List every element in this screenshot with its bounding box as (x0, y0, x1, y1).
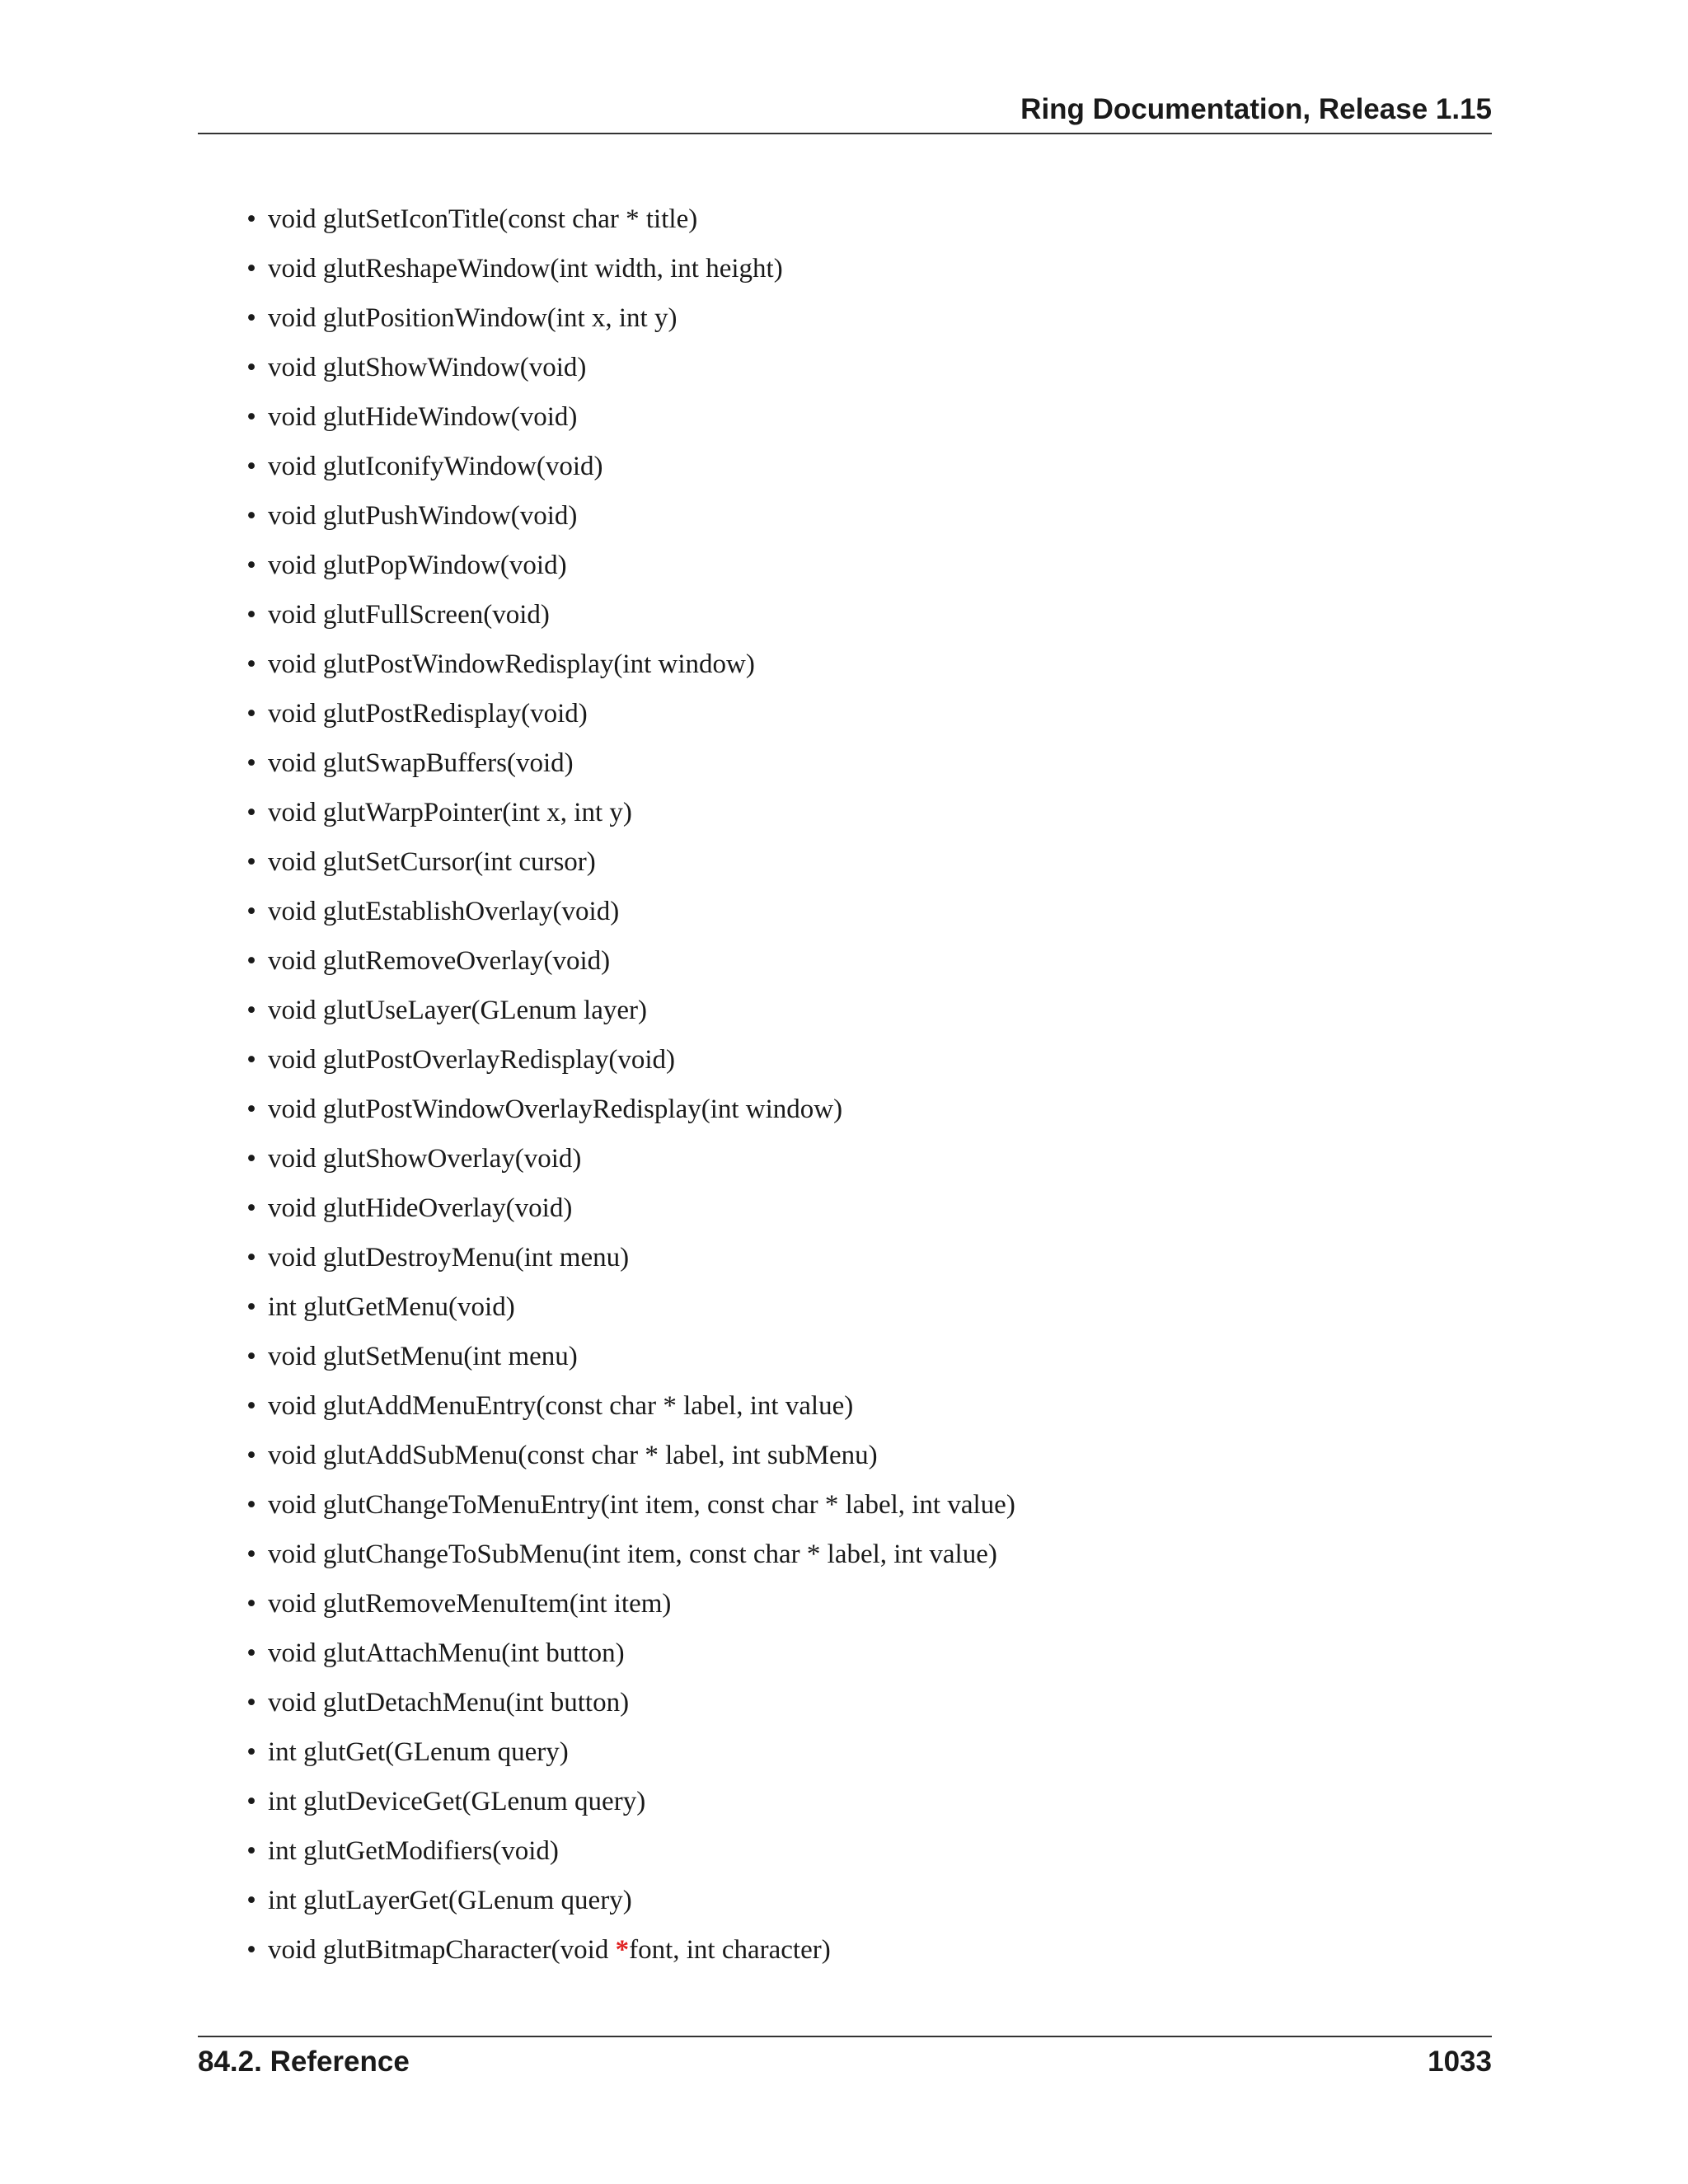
bullet-icon: • (246, 1243, 256, 1272)
page-footer (198, 2036, 1492, 2078)
list-item (243, 1085, 1015, 1134)
list-item-text: void glutPostOverlayRedisplay(void) (268, 1045, 676, 1075)
bullet-icon: • (246, 1490, 256, 1520)
list-item (243, 640, 1015, 689)
list-item-text: void glutChangeToSubMenu(int item, const char * label, int value) (268, 1540, 997, 1569)
list-item (243, 1381, 1015, 1431)
bullet-icon: • (246, 254, 256, 284)
bullet-icon: • (246, 1441, 256, 1470)
bullet-icon: • (246, 600, 256, 630)
bullet-icon: • (246, 649, 256, 679)
bullet-icon: • (246, 303, 256, 333)
bullet-icon: • (246, 1045, 256, 1075)
list-item-text: void glutIconifyWindow(void) (268, 452, 603, 481)
bullet-icon: • (246, 1094, 256, 1124)
list-item (243, 1629, 1015, 1678)
asterisk-highlight: * (615, 1935, 630, 1965)
list-item-text: void glutRemoveOverlay(void) (268, 946, 611, 976)
list-item-text: void glutDetachMenu(int button) (268, 1688, 630, 1718)
list-item (243, 491, 1015, 541)
list-item (243, 1134, 1015, 1183)
list-item-text: int glutGet(GLenum query) (268, 1737, 569, 1767)
list-item (243, 1876, 1015, 1925)
list-item-text: void glutShowOverlay(void) (268, 1144, 582, 1174)
list-item (243, 1579, 1015, 1629)
list-item (243, 738, 1015, 788)
list-item-text: void glutAttachMenu(int button) (268, 1638, 625, 1668)
list-item (243, 1727, 1015, 1777)
list-item-text-prefix: void glutBitmapCharacter(void (268, 1935, 616, 1965)
list-item-text: int glutLayerGet(GLenum query) (268, 1886, 632, 1915)
list-item (243, 887, 1015, 936)
list-item-text: void glutReshapeWindow(int width, int height) (268, 254, 783, 284)
list-item (243, 541, 1015, 590)
list-item-text: void glutAddMenuEntry(const char * label, int value) (268, 1391, 854, 1421)
bullet-icon: • (246, 1144, 256, 1174)
list-item (243, 1480, 1015, 1530)
list-item (243, 936, 1015, 986)
list-item-text: void glutHideOverlay(void) (268, 1193, 573, 1223)
list-item (243, 293, 1015, 343)
list-item (243, 1678, 1015, 1727)
list-item (243, 1233, 1015, 1282)
list-item-text: void glutSetIconTitle(const char * title) (268, 204, 698, 234)
bullet-icon: • (246, 1638, 256, 1668)
list-item-text: void glutRemoveMenuItem(int item) (268, 1589, 672, 1619)
section-reference: 84.2. Reference (198, 2046, 410, 2078)
bullet-icon: • (246, 1391, 256, 1421)
list-item (243, 837, 1015, 887)
bullet-icon: • (246, 996, 256, 1025)
list-item-text: void glutUseLayer(GLenum layer) (268, 996, 648, 1025)
list-item-text: void glutSetMenu(int menu) (268, 1342, 578, 1371)
bullet-icon: • (246, 1935, 256, 1965)
list-item-text: void glutAddSubMenu(const char * label, int subMenu) (268, 1441, 878, 1470)
list-item (243, 590, 1015, 640)
list-item-text: void glutPositionWindow(int x, int y) (268, 303, 678, 333)
list-item (243, 1826, 1015, 1876)
list-item (243, 1777, 1015, 1826)
bullet-icon: • (246, 1193, 256, 1223)
bullet-icon: • (246, 551, 256, 580)
list-item (243, 1183, 1015, 1233)
bullet-icon: • (246, 1688, 256, 1718)
bullet-icon: • (246, 402, 256, 432)
list-item-text: void glutDestroyMenu(int menu) (268, 1243, 630, 1272)
bullet-icon: • (246, 1589, 256, 1619)
list-item-text: int glutGetMenu(void) (268, 1292, 515, 1322)
list-item-text: void glutSetCursor(int cursor) (268, 847, 596, 877)
bullet-icon: • (246, 501, 256, 531)
bullet-icon: • (246, 847, 256, 877)
list-item (243, 194, 1015, 244)
bullet-icon: • (246, 452, 256, 481)
bullet-icon: • (246, 699, 256, 729)
list-item-text: void glutFullScreen(void) (268, 600, 550, 630)
bullet-icon: • (246, 1540, 256, 1569)
bullet-icon: • (246, 1737, 256, 1767)
bullet-icon: • (246, 897, 256, 926)
list-item (243, 1332, 1015, 1381)
bullet-icon: • (246, 204, 256, 234)
bullet-icon: • (246, 1292, 256, 1322)
bullet-icon: • (246, 1836, 256, 1866)
list-item (243, 442, 1015, 491)
bullet-icon: • (246, 353, 256, 382)
list-item (243, 689, 1015, 738)
bullet-icon: • (246, 1787, 256, 1816)
bullet-icon: • (246, 798, 256, 827)
list-item (243, 1282, 1015, 1332)
list-item-text-suffix: font, int character) (629, 1935, 831, 1965)
list-item-text: void glutShowWindow(void) (268, 353, 587, 382)
list-item-text: void glutPostRedisplay(void) (268, 699, 588, 729)
list-item-text: void glutPostWindowOverlayRedisplay(int window) (268, 1094, 843, 1124)
list-item (243, 392, 1015, 442)
list-item-text: void glutPopWindow(void) (268, 551, 567, 580)
list-item-text: int glutDeviceGet(GLenum query) (268, 1787, 646, 1816)
page-number: 1033 (1428, 2046, 1492, 2078)
list-item-text: int glutGetModifiers(void) (268, 1836, 559, 1866)
document-title: Ring Documentation, Release 1.15 (1020, 93, 1492, 125)
list-item (243, 343, 1015, 392)
page-header (198, 87, 1492, 134)
list-item-text: void glutPostWindowRedisplay(int window) (268, 649, 755, 679)
list-item-text: void glutEstablishOverlay(void) (268, 897, 620, 926)
bullet-icon: • (246, 1342, 256, 1371)
list-item-text: void glutPushWindow(void) (268, 501, 578, 531)
list-item-text: void glutHideWindow(void) (268, 402, 578, 432)
list-item (243, 244, 1015, 293)
list-item (243, 1035, 1015, 1085)
list-item-text: void glutSwapBuffers(void) (268, 748, 574, 778)
list-item (243, 986, 1015, 1035)
list-item (243, 1925, 1015, 1975)
list-item-text: void glutChangeToMenuEntry(int item, const char * label, int value) (268, 1490, 1015, 1520)
list-item-text: void glutWarpPointer(int x, int y) (268, 798, 632, 827)
bullet-icon: • (246, 1886, 256, 1915)
list-item (243, 1431, 1015, 1480)
list-item (243, 1530, 1015, 1579)
list-item (243, 788, 1015, 837)
bullet-icon: • (246, 748, 256, 778)
bullet-icon: • (246, 946, 256, 976)
api-function-list (243, 194, 1015, 1975)
